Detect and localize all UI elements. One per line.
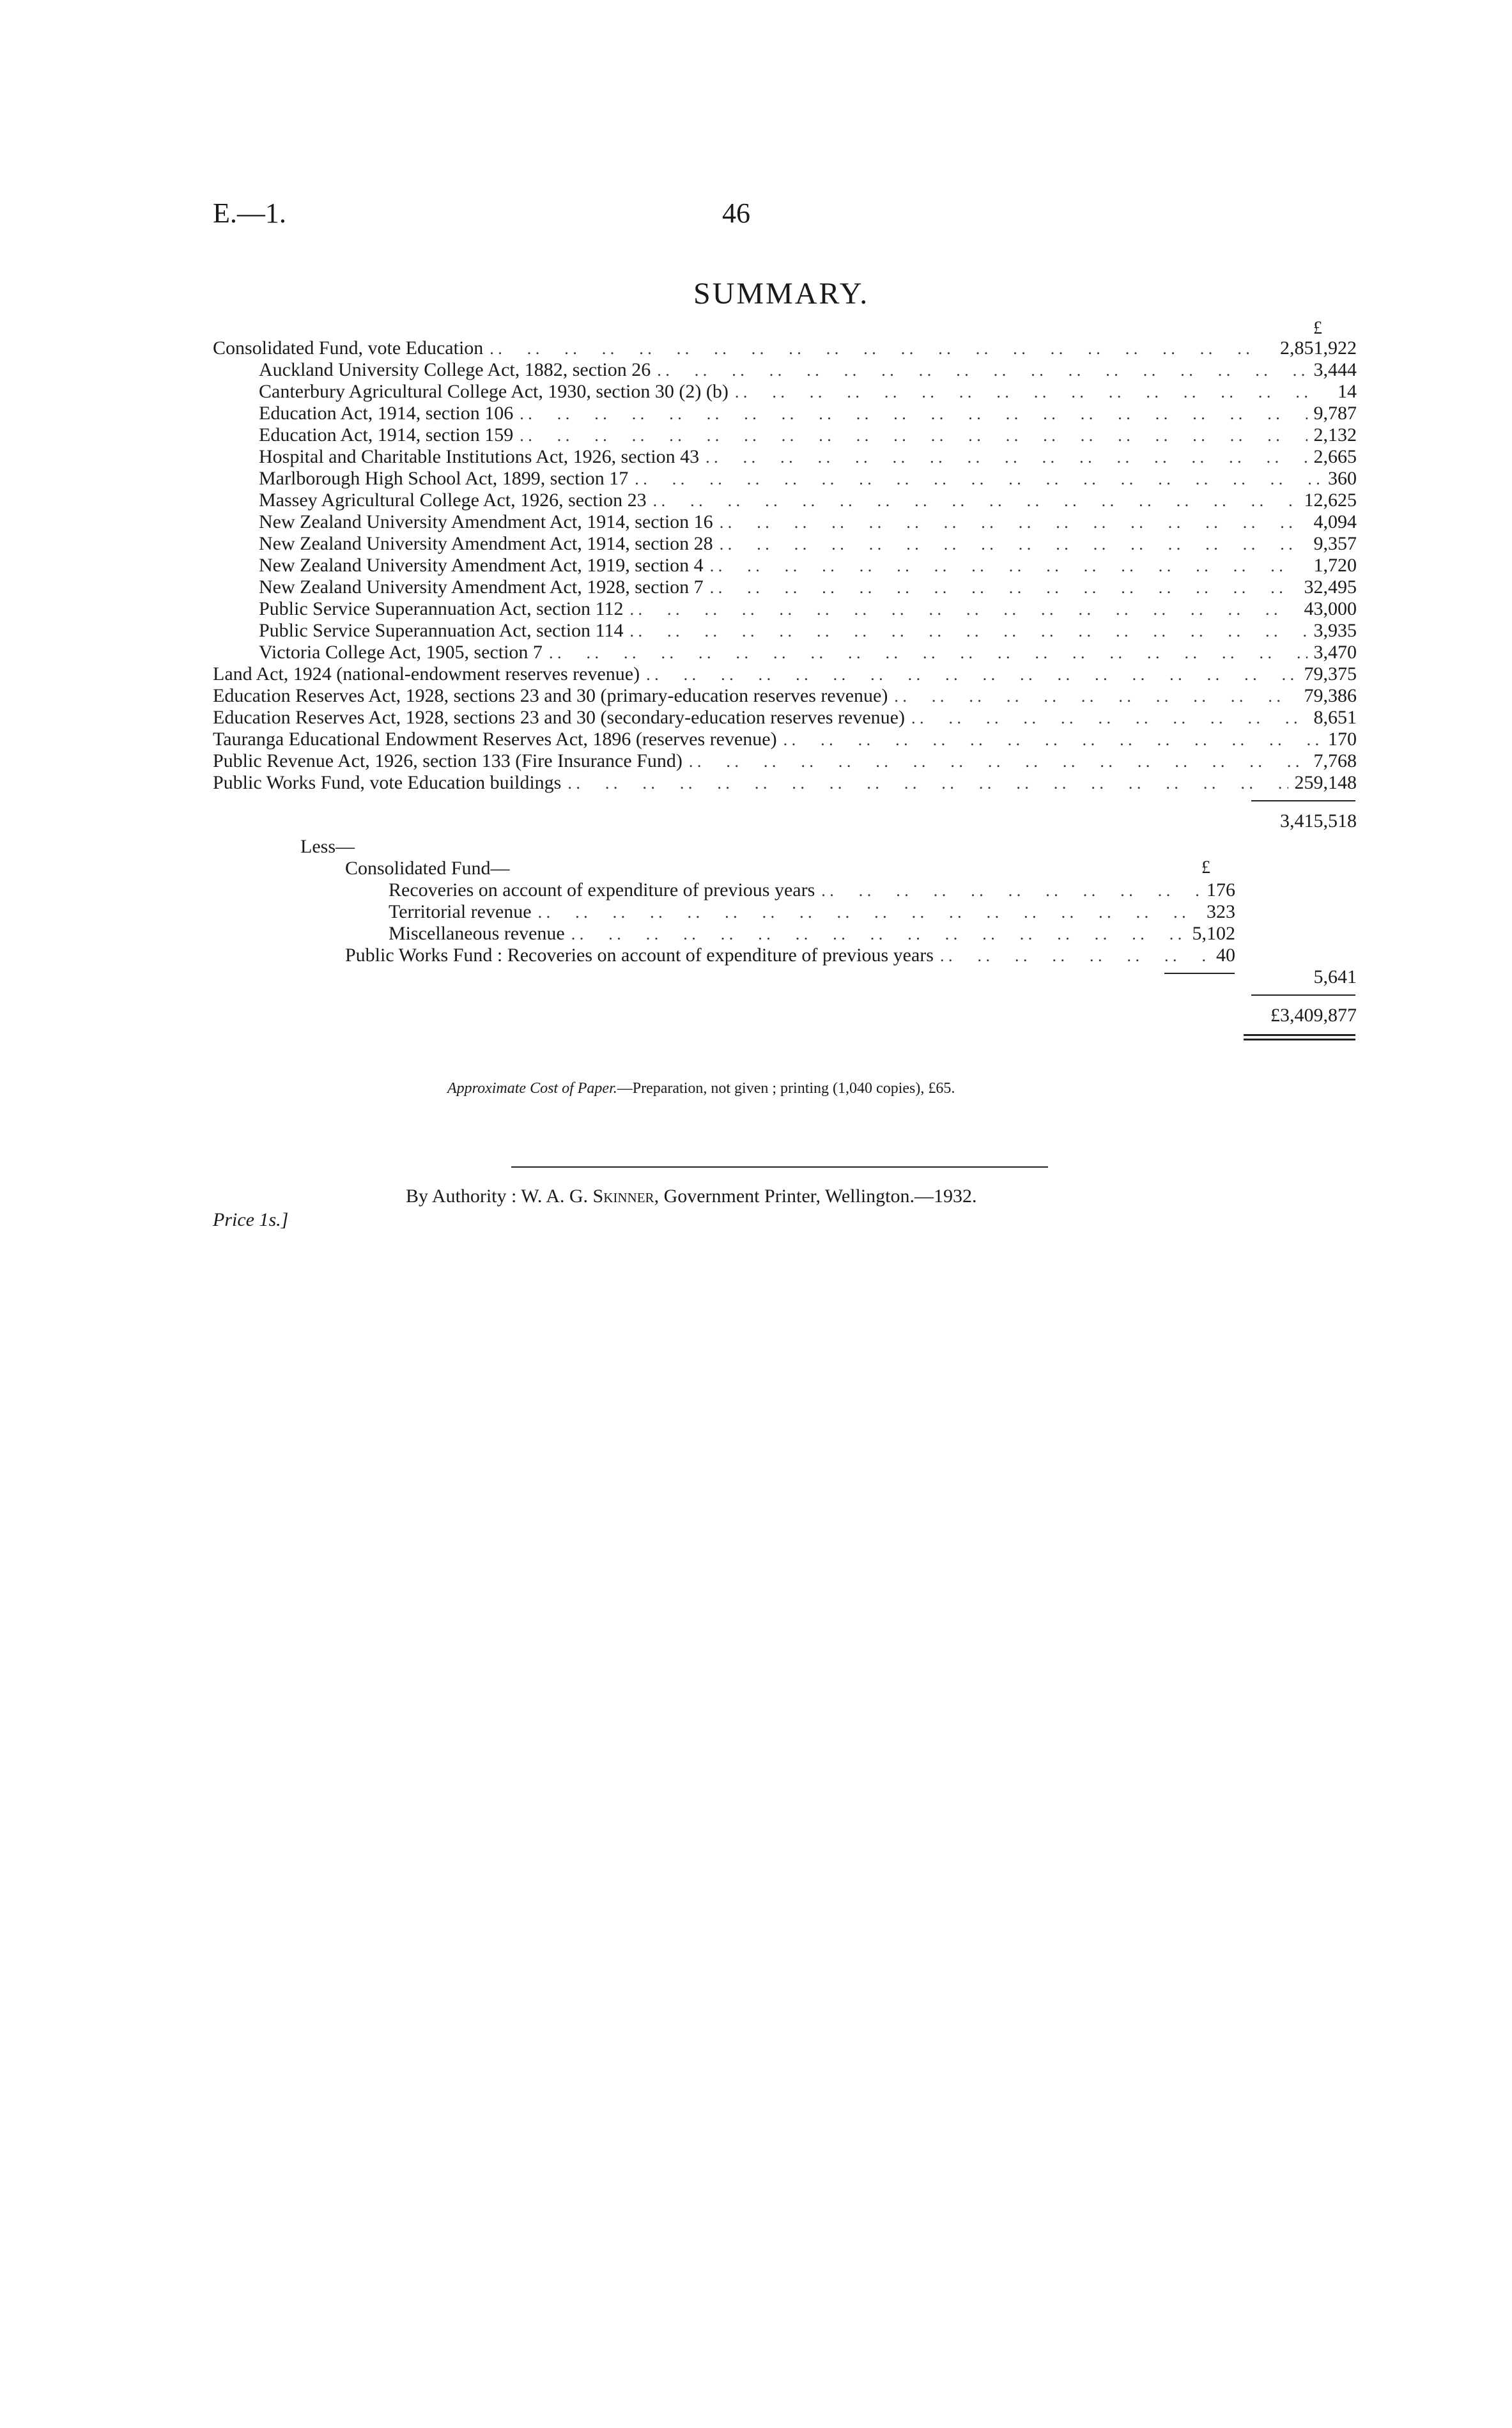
row-label: Massey Agricultural College Act, 1926, section 23 [259, 490, 647, 511]
summary-row [259, 490, 1357, 511]
less-row-amount: 323 [1207, 901, 1235, 922]
row-label: New Zealand University Amendment Act, 1928, section 7 [259, 576, 704, 598]
summary-row [259, 555, 1357, 576]
authority-suffix: , Government Printer, Wellington.—1932. [654, 1186, 977, 1207]
net-total: £3,409,877 [1270, 1005, 1357, 1026]
authority-line [406, 1186, 977, 1207]
summary-row [213, 750, 1357, 772]
summary-row [259, 468, 1357, 490]
summary-row [259, 424, 1357, 446]
summary-row [213, 729, 1357, 750]
gross-total: 3,415,518 [1280, 810, 1357, 831]
row-amount: 3,444 [1313, 359, 1357, 380]
less-row-amount: 176 [1207, 879, 1235, 901]
less-heading: Less— [300, 836, 355, 857]
less-row-label: Recoveries on account of expenditure of previous years [389, 879, 815, 901]
page-number: 46 [722, 197, 750, 229]
summary-row [259, 620, 1357, 642]
less-row [345, 945, 1235, 966]
currency-header: £ [1313, 318, 1322, 338]
summary-row [259, 446, 1357, 468]
row-amount: 12,625 [1304, 490, 1357, 511]
less-row-label: Miscellaneous revenue [389, 923, 565, 944]
row-label: Hospital and Charitable Institutions Act, 1926, section 43 [259, 446, 700, 467]
document-code: E.—1. [213, 197, 286, 229]
row-label: Public Service Superannuation Act, section 114 [259, 620, 624, 641]
summary-row [259, 598, 1357, 620]
row-label: Marlborough High School Act, 1899, section 17 [259, 468, 629, 489]
row-amount: 4,094 [1313, 511, 1357, 532]
row-amount: 1,720 [1313, 555, 1357, 576]
less-row [389, 901, 1235, 923]
row-amount: 2,132 [1313, 424, 1357, 445]
row-label: Public Works Fund, vote Education buildings [213, 772, 562, 793]
row-amount: 14 [1338, 381, 1357, 402]
less-row [389, 923, 1235, 945]
summary-row [213, 685, 1357, 707]
net-total-double-rule-2 [1244, 1039, 1355, 1040]
summary-row [213, 772, 1357, 794]
row-amount: 7,768 [1313, 750, 1357, 771]
row-amount: 8,651 [1313, 707, 1357, 728]
less-row-label: Territorial revenue [389, 901, 532, 922]
printer-name: Skinner [592, 1186, 654, 1207]
summary-row [259, 642, 1357, 663]
row-label: Consolidated Fund, vote Education [213, 337, 484, 359]
row-amount: 2,665 [1313, 446, 1357, 467]
price-note: Price 1s.] [213, 1209, 289, 1230]
less-row [389, 879, 1235, 901]
row-label: Auckland University College Act, 1882, section 26 [259, 359, 651, 380]
summary-row [213, 707, 1357, 729]
less-total: 5,641 [1313, 966, 1357, 987]
summary-row [259, 381, 1357, 403]
net-total-double-rule-1 [1244, 1034, 1355, 1036]
row-amount: 3,935 [1313, 620, 1357, 641]
summary-row [259, 576, 1357, 598]
row-label: Education Reserves Act, 1928, sections 23 and 30 (primary-education reserves revenue) [213, 685, 888, 706]
row-label: Education Reserves Act, 1928, sections 23 and 30 (secondary-education reserves revenue) [213, 707, 905, 728]
row-label: Education Act, 1914, section 106 [259, 403, 514, 424]
less-row-amount: 5,102 [1192, 923, 1235, 944]
row-amount: 170 [1328, 729, 1357, 750]
row-amount: 3,470 [1313, 642, 1357, 663]
row-amount: 2,851,922 [1280, 337, 1357, 359]
less-row-amount: 40 [1216, 945, 1235, 966]
row-amount: 259,148 [1294, 772, 1357, 793]
row-label: Public Revenue Act, 1926, section 133 (Fire Insurance Fund) [213, 750, 683, 771]
consolidated-fund-heading: Consolidated Fund— [345, 858, 510, 879]
row-amount: 43,000 [1304, 598, 1357, 619]
summary-row [259, 511, 1357, 533]
row-amount: 32,495 [1304, 576, 1357, 598]
page-title: SUMMARY. [693, 277, 870, 311]
net-total-rule-top [1251, 994, 1355, 996]
row-label: New Zealand University Amendment Act, 1919, section 4 [259, 555, 704, 576]
row-amount: 360 [1328, 468, 1357, 489]
authority-rule [511, 1166, 1048, 1168]
row-amount: 79,386 [1304, 685, 1357, 706]
row-label: Public Service Superannuation Act, section 112 [259, 598, 624, 619]
summary-row [259, 403, 1357, 424]
summary-row [259, 533, 1357, 555]
row-label: Canterbury Agricultural College Act, 1930, section 30 (2) (b) [259, 381, 729, 402]
row-amount: 79,375 [1304, 663, 1357, 684]
summary-row [213, 663, 1357, 685]
row-amount: 9,357 [1313, 533, 1357, 554]
row-amount: 9,787 [1313, 403, 1357, 424]
summary-row [259, 359, 1357, 381]
cost-text: —Preparation, not given ; printing (1,040 copies), £65. [617, 1080, 955, 1097]
row-label: Victoria College Act, 1905, section 7 [259, 642, 543, 663]
less-row-label: Public Works Fund : Recoveries on account of expenditure of previous years [345, 945, 934, 966]
summary-row [213, 337, 1357, 359]
row-label: Land Act, 1924 (national-endowment reserves revenue) [213, 663, 640, 684]
row-label: New Zealand University Amendment Act, 1914, section 16 [259, 511, 713, 532]
row-label: Tauranga Educational Endowment Reserves Act, 1896 (reserves revenue) [213, 729, 777, 750]
authority-prefix: By Authority : W. A. G. [406, 1186, 589, 1207]
subtotal-rule [1251, 800, 1355, 801]
less-currency-header: £ [1201, 858, 1210, 878]
cost-note [447, 1080, 955, 1097]
cost-label: Approximate Cost of Paper. [447, 1080, 617, 1097]
row-label: New Zealand University Amendment Act, 1914, section 28 [259, 533, 713, 554]
row-label: Education Act, 1914, section 159 [259, 424, 514, 445]
